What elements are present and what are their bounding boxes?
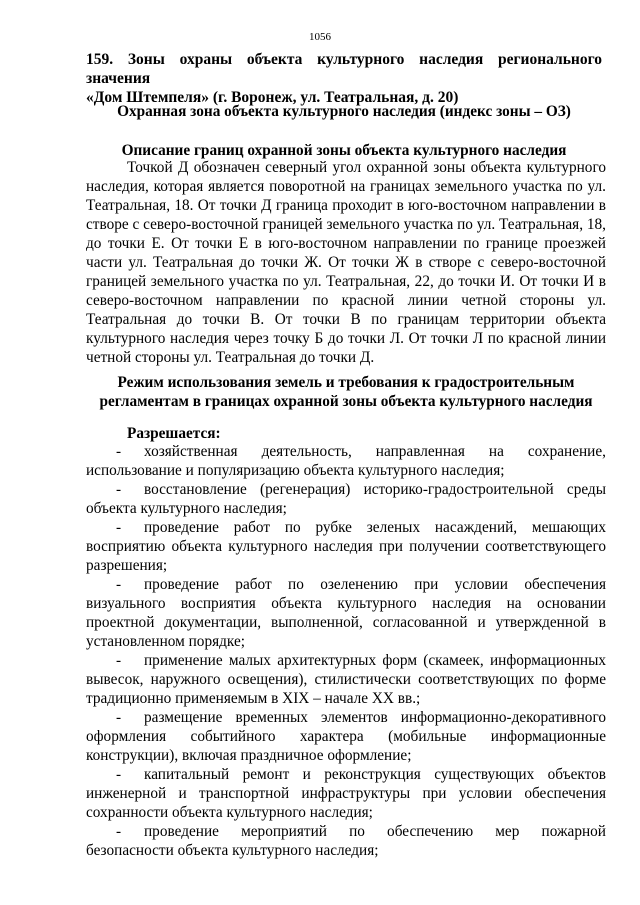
allowed-label: Разрешается: — [127, 425, 221, 442]
section-title-line1: 159. Зоны охраны объекта культурного наследия регионального значения — [86, 51, 602, 87]
list-item-text: применение малых архитектурных форм (скамеек, информационных вывесок, наружного освещения), стилистически соответствующих по форме традиционно применяемым в XIX – начале XX вв.; — [86, 652, 606, 707]
list-dash: - — [116, 481, 122, 498]
borders-description: Точкой Д обозначен северный угол охранной зоны объекта культурного наследия, которая является поворотной на границах земельного участка по ул. Театральная, 18. От точки Д граница проходит в юго-восточном направлении в створе с северо-восточной границей земельного участка по ул. Театральная, 18, до точки Е. От точки Е в юго-восточном направлении по границе проезжей части ул. Театральная до точки Ж. От точки Ж в створе с северо-восточной границей земельного участка по ул. Театральная, 22, до точки И. От точки И в северо-восточном направлении по красной линии четной стороны ул. Театральная до точки В. От точки В по границам территории объекта культурного наследия через точку Б до точки Л. От точки Л по красной линии четной стороны ул. Театральная до точки Д. — [86, 159, 606, 366]
list-item — [86, 575, 606, 651]
list-item — [86, 765, 606, 822]
list-item — [86, 651, 606, 708]
list-item-text: восстановление (регенерация) историко-градостроительной среды объекта культурного наследия; — [86, 481, 606, 517]
list-dash: - — [116, 519, 122, 536]
list-dash: - — [116, 823, 122, 840]
list-item-text: проведение мероприятий по обеспечению мер пожарной безопасности объекта культурного наследия; — [86, 823, 606, 859]
list-dash: - — [116, 576, 122, 593]
list-dash: - — [116, 709, 122, 726]
list-item — [86, 480, 606, 518]
allowed-list — [86, 442, 606, 860]
list-dash: - — [116, 443, 122, 460]
page-number: 1056 — [309, 31, 331, 43]
list-item-text: проведение работ по рубке зеленых насаждений, мешающих восприятию объекта культурного наследия при получении соответствующего разрешения; — [86, 519, 606, 574]
list-item-text: капитальный ремонт и реконструкция существующих объектов инженерной и транспортной инфраструктуры при условии обеспечения сохранности объекта культурного наследия; — [86, 766, 606, 821]
list-dash: - — [116, 766, 122, 783]
list-item-text: размещение временных элементов информационно-декоративного оформления событийного характера (мобильные информационные конструкции), включая праздничное оформление; — [86, 709, 606, 764]
list-item — [86, 442, 606, 480]
list-item-text: проведение работ по озеленению при условии обеспечения визуального восприятия объекта культурного наследия на основании проектной документации, выполненной, согласованной и утвержденной в установленном порядке; — [86, 576, 606, 650]
zone-heading: Охранная зона объекта культурного наследия (индекс зоны – ОЗ) — [117, 103, 571, 120]
regime-heading: Режим использования земель и требования к градостроительным регламентам в границах охранной зоны объекта культурного наследия — [99, 374, 593, 410]
section-title — [86, 50, 602, 107]
borders-heading: Описание границ охранной зоны объекта культурного наследия — [121, 142, 567, 159]
list-item — [86, 822, 606, 860]
section-title-line2: «Дом Штемпеля» (г. Воронеж, ул. Театральная, д. 20) — [86, 89, 459, 106]
list-item — [86, 708, 606, 765]
list-item — [86, 518, 606, 575]
list-item-text: хозяйственная деятельность, направленная на сохранение, использование и популяризацию объекта культурного наследия; — [86, 443, 606, 479]
list-dash: - — [116, 652, 122, 669]
